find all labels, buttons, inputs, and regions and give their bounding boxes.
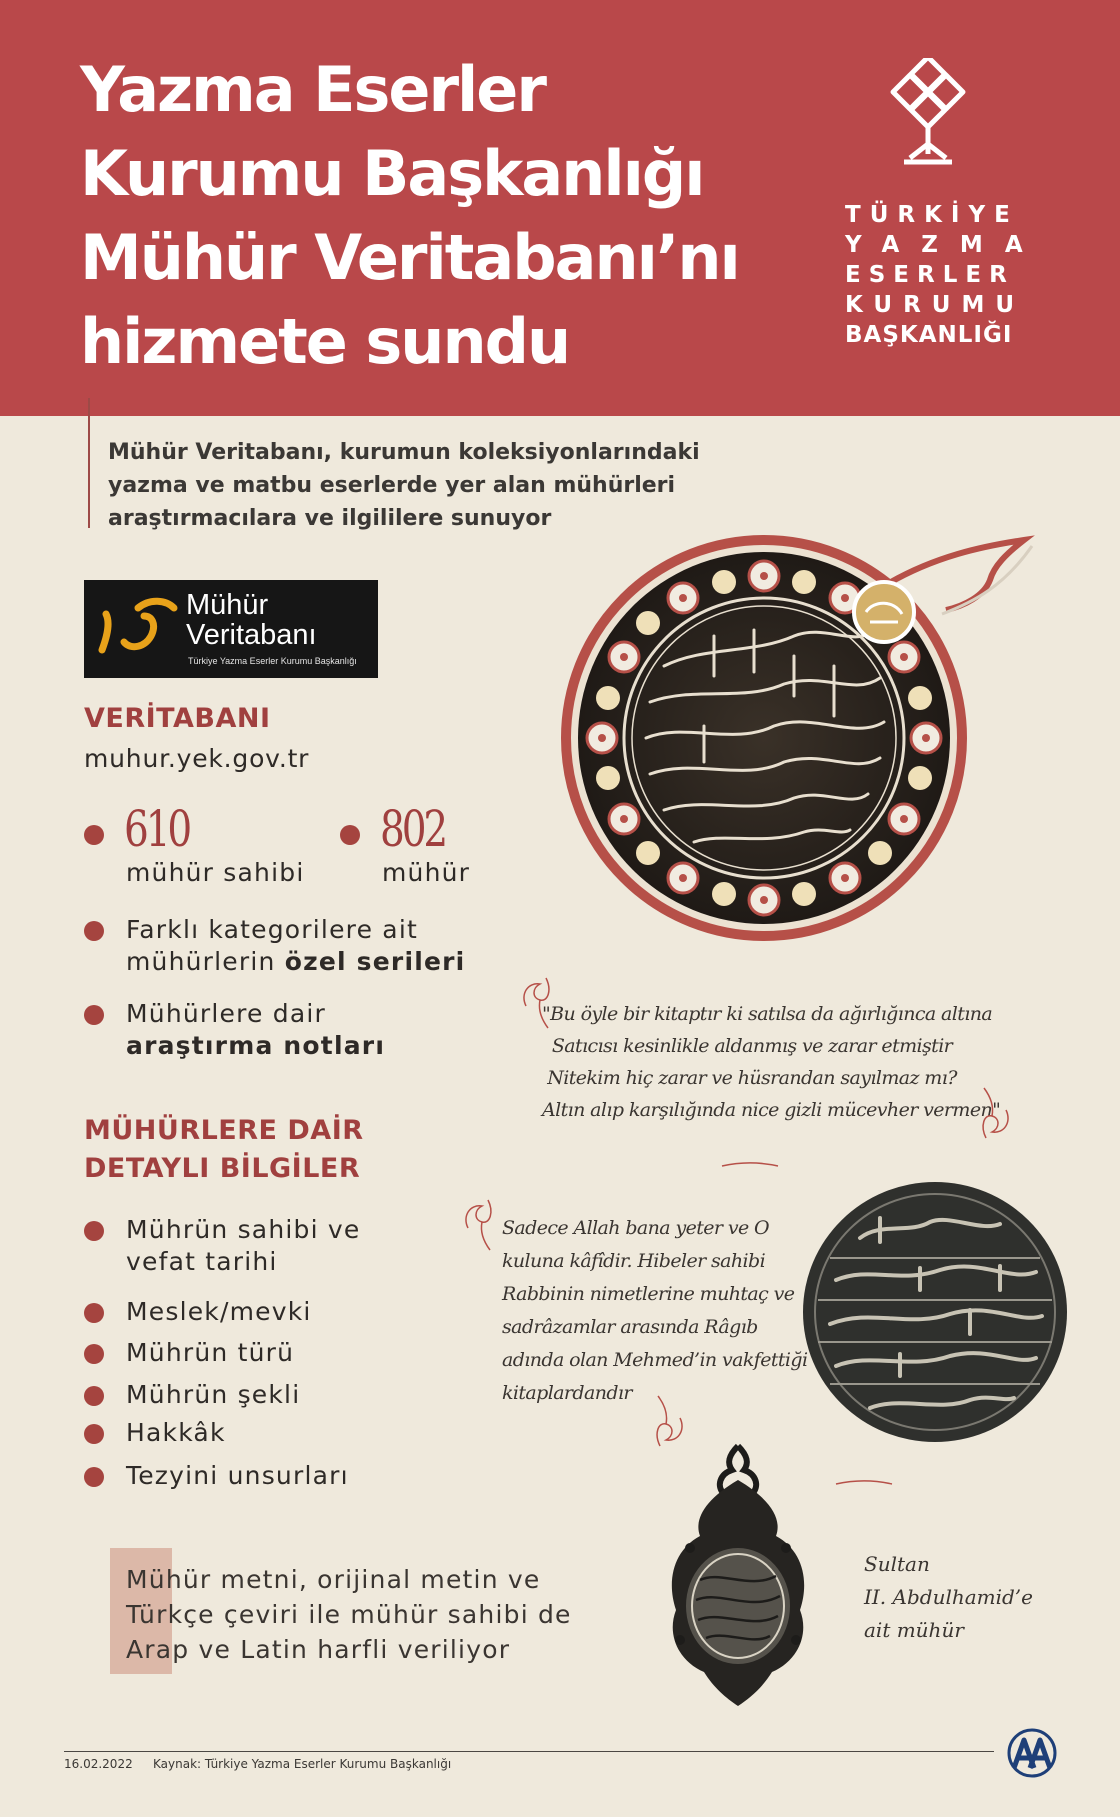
database-url[interactable]: muhur.yek.gov.tr [84,744,310,773]
bullet-dot [340,825,360,845]
decorative-flourish-icon [974,1086,1014,1150]
intro-line: yazma ve matbu eserlerde yer alan mühürleri [108,473,676,498]
footer-date: 16.02.2022 [64,1757,133,1771]
stat-label: mühür sahibi [126,858,305,887]
knot-emblem-icon [890,58,966,166]
calligraphy-mark-icon [94,594,180,660]
org-logo-word: TÜRKİYE [845,202,1019,228]
decorative-line-icon [834,1478,894,1488]
title-line: Yazma Eserler [80,53,545,126]
bullet-dot [84,1303,104,1323]
seal-caption: Sultan II. Abdulhamid’e ait mühür [864,1552,1034,1642]
ornate-seal-image [554,526,1044,956]
intro-line: araştırmacılara ve ilgililere sunuyor [108,506,552,531]
org-logo-word: YAZMA [845,232,1045,258]
bullet-dot [84,1344,104,1364]
stat-label: mühür [382,858,471,887]
stat-value: 802 [380,800,446,858]
org-logo-text [845,200,1045,350]
section-heading-veritabani: VERİTABANI [84,703,271,734]
org-logo-word: KURUMU [845,292,1026,318]
bullet-dot [84,1005,104,1025]
bullet-dot [84,1221,104,1241]
intro-line: Mühür Veritabanı, kurumun koleksiyonlarındaki [108,440,700,465]
quote-ragib-seal: Sadece Allah bana yeter ve O kuluna kâfîdir. Hibeler sahibi Rabbinin nimetlerine muhtaç ve sadrâzamlar arasında Râgıb adında olan Mehmed’in vakfettiği kitaplardandır [502,1217,808,1404]
title-line: Kurumu Başkanlığı [80,137,704,210]
bullet-dot [84,921,104,941]
title-line: Mühür Veritabanı’nı [80,221,739,294]
org-logo-word: BAŞKANLIĞI [845,322,1013,348]
bullet-dot [84,1467,104,1487]
quote-book-inscription: "Bu öyle bir kitaptır ki satılsa da ağırlığınca altına Satıcısı kesinlikle aldanmış ve zarar etmiştir Nitekim hiç zarar ve hüsrandan sayılmaz mı? Altın alıp karşılığında nice gizli mücevher vermen" [542,1003,1001,1121]
bullet-dot [84,1386,104,1406]
muhur-veritabani-logo [84,580,378,678]
intro-divider [88,398,90,528]
ragib-mehmed-seal-image [800,1178,1070,1446]
decorative-flourish-icon [460,1188,500,1252]
aa-logo-icon [1004,1728,1060,1778]
header-banner [0,0,1120,416]
decorative-line-icon [720,1160,780,1170]
db-logo-name: Mühür Veritabanı [186,589,317,651]
abdulhamid-seal-image [660,1440,816,1712]
section-heading-details: MÜHÜRLERE DAİR DETAYLI BİLGİLER [84,1115,364,1184]
note-text: Mühür metni, orijinal metin ve Türkçe çeviri ile mühür sahibi de Arap ve Latin harfli veriliyor [126,1565,572,1664]
title-line: hizmete sundu [80,305,570,378]
footer-divider [64,1751,994,1752]
footer-source: Kaynak: Türkiye Yazma Eserler Kurumu Başkanlığı [153,1757,452,1771]
bullet-dot [84,825,104,845]
bullet-dot [84,1424,104,1444]
intro-text [108,436,748,535]
stat-value: 610 [124,800,190,858]
org-logo-word: ESERLER [845,262,1015,288]
db-logo-subtitle: Türkiye Yazma Eserler Kurumu Başkanlığı [188,656,357,666]
page-title [80,48,800,384]
